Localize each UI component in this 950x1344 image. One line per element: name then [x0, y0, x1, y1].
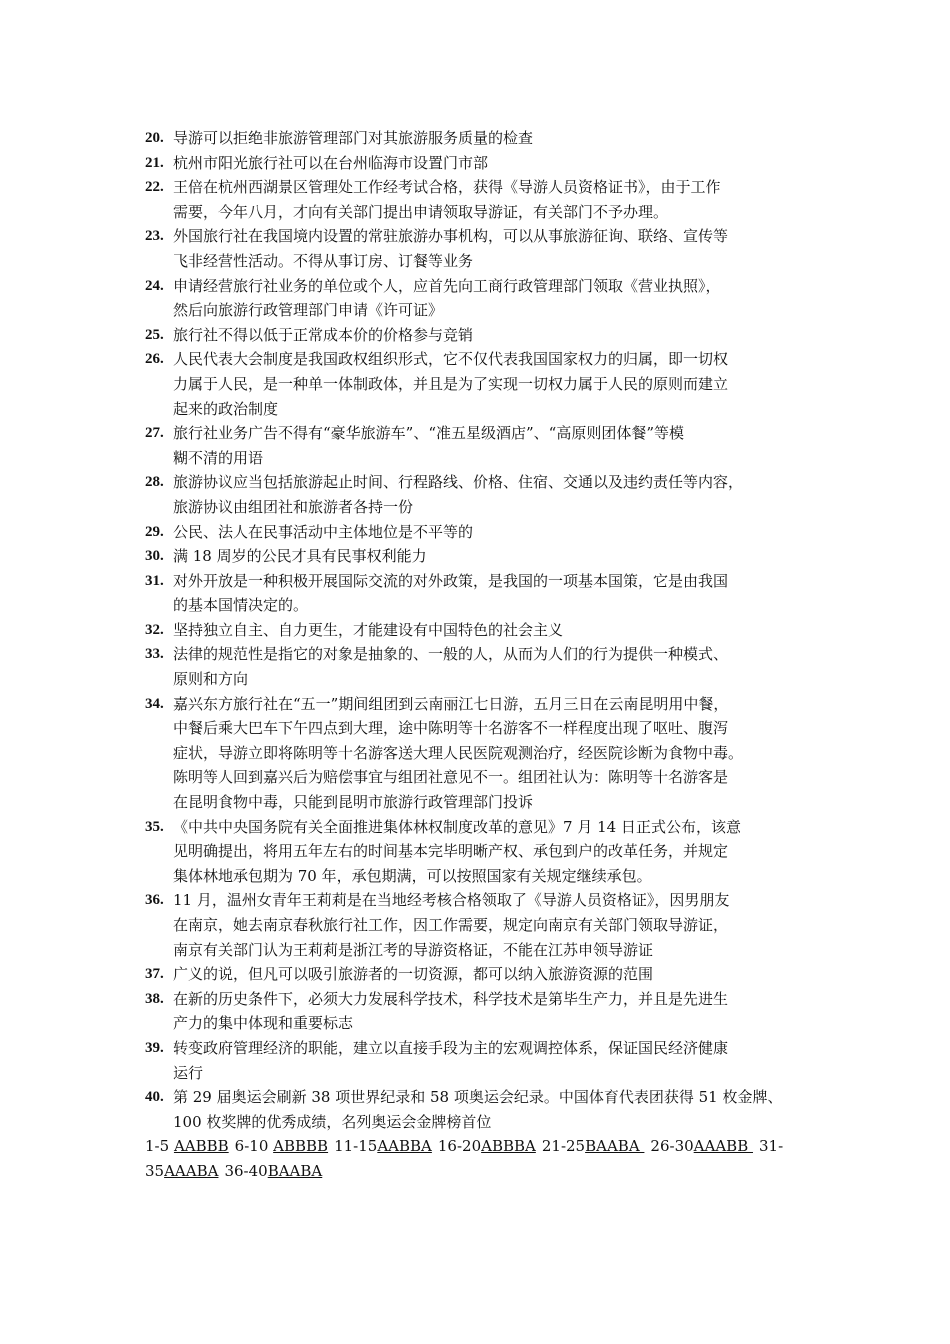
question-item: [145, 421, 815, 470]
question-text-line: 转变政府管理经济的职能，建立以直接手段为主的宏观调控体系，保证国民经济健康: [173, 1038, 729, 1057]
question-text-line: 第 29 届奥运会刷新 38 项世界纪录和 58 项奥运会纪录。中国体育代表团获得 51 枚金牌、: [173, 1088, 783, 1107]
question-text-line: 陈明等人回到嘉兴后为赔偿事宜与组团社意见不一。组团社认为：陈明等十名游客是: [173, 768, 729, 787]
question-item: [145, 888, 815, 962]
question-text-line: 见明确提出，将用五年左右的时间基本完毕明晰产权、承包到户的改革任务，并规定: [173, 842, 729, 861]
question-text-line: 外国旅行社在我国境内设置的常驻旅游办事机构，可以从事旅游征询、联络、宣传等: [173, 227, 729, 246]
question-text-line: 广义的说，但凡可以吸引旅游者的一切资源，都可以纳入旅游资源的范围: [173, 965, 654, 984]
question-text-line: 杭州市阳光旅行社可以在台州临海市设置门市部: [173, 153, 489, 172]
question-text-line: 原则和方向: [173, 670, 249, 689]
question-item: [145, 470, 815, 519]
question-text-line: 人民代表大会制度是我国政权组织形式，它不仅代表我国国家权力的归属，即一切权: [173, 350, 729, 369]
answer-key-line: [145, 1159, 815, 1184]
question-item: [145, 1036, 815, 1085]
question-text-line: 起来的政治制度: [173, 399, 279, 418]
question-text-line: 运行: [173, 1063, 204, 1082]
answer-letters: AAABA: [164, 1161, 219, 1180]
question-number: 21.: [145, 154, 164, 171]
question-number: 32.: [145, 621, 164, 638]
answer-letters: AABBB: [173, 1137, 229, 1156]
question-item: [145, 323, 815, 348]
question-text-line: 然后向旅游行政管理部门申请《许可证》: [173, 301, 444, 320]
question-number: 31.: [145, 572, 164, 589]
answer-letters: ABBBA: [481, 1137, 536, 1156]
question-item: [145, 520, 815, 545]
question-item: [145, 151, 815, 176]
question-number: 35.: [145, 818, 164, 835]
answer-range: 36-40: [224, 1161, 268, 1180]
answer-letters: AABBA: [377, 1137, 432, 1156]
question-text-line: 100 枚奖牌的优秀成绩，名列奥运会金牌榜首位: [173, 1112, 492, 1131]
question-text-line: 导游可以拒绝非旅游管理部门对其旅游服务质量的检查: [173, 129, 534, 147]
question-item: [145, 569, 815, 618]
answer-letters: AAABB: [693, 1137, 753, 1156]
question-item: [145, 347, 815, 421]
question-text-line: 的基本国情决定的。: [173, 596, 309, 615]
answer-range: 6-10: [234, 1137, 274, 1156]
question-item: [145, 175, 815, 224]
question-text-line: 对外开放是一种积极开展国际交流的对外政策，是我国的一项基本国策，它是由我国: [173, 571, 729, 590]
question-item: [145, 618, 815, 643]
question-text-line: 需要，今年八月，才向有关部门提出申请领取导游证，有关部门不予办理。: [173, 202, 669, 221]
question-text-line: 旅游协议由组团社和旅游者各持一份: [173, 497, 414, 516]
question-text-line: 11 月，温州女青年王莉莉是在当地经考核合格领取了《导游人员资格证》，因男朋友: [173, 891, 730, 910]
question-number: 25.: [145, 326, 164, 343]
question-text-line: 旅行社业务广告不得有“豪华旅游车”、“准五星级酒店”、“高原则团体餐”等模: [173, 424, 685, 443]
question-item: [145, 692, 815, 815]
question-text-line: 公民、法人在民事活动中主体地位是不平等的: [173, 522, 474, 541]
question-number: 29.: [145, 523, 164, 540]
question-text-line: 旅行社不得以低于正常成本价的价格参与竞销: [173, 325, 474, 344]
answer-letters: BAABA: [585, 1137, 645, 1156]
question-text-line: 嘉兴东方旅行社在“五一”期间组团到云南丽江七日游，五月三日在云南昆明用中餐，: [173, 694, 729, 713]
question-text-line: 坚持独立自主、自力更生，才能建设有中国特色的社会主义: [173, 620, 564, 639]
question-number: 30.: [145, 548, 164, 565]
question-number: 33.: [145, 646, 164, 663]
question-text-line: 力属于人民，是一种单一体制政体，并且是为了实现一切权力属于人民的原则而建立: [173, 374, 729, 393]
question-number: 36.: [145, 892, 164, 909]
question-text-line: 申请经营旅行社业务的单位或个人，应首先向工商行政管理部门领取《营业执照》，: [173, 276, 721, 295]
question-number: 40.: [145, 1089, 164, 1106]
answer-range: 1-5: [145, 1137, 174, 1156]
question-text-line: 在昆明食物中毒，只能到昆明市旅游行政管理部门投诉: [173, 793, 534, 812]
question-number: 39.: [145, 1039, 164, 1056]
answer-range: 35: [145, 1161, 165, 1180]
answer-range: 26-30: [650, 1137, 694, 1156]
question-number: 24.: [145, 277, 164, 294]
question-text-line: 旅游协议应当包括旅游起止时间、行程路线、价格、住宿、交通以及违约责任等内容，: [173, 473, 744, 492]
answer-range: 11-15: [334, 1137, 378, 1156]
question-text-line: 集体林地承包期为 70 年，承包期满，可以按照国家有关规定继续承包。: [173, 866, 652, 885]
question-item: [145, 642, 815, 691]
answer-letters: BAABA: [267, 1161, 323, 1180]
question-item: [145, 1085, 815, 1134]
question-text-line: 《中共中央国务院有关全面推进集体林权制度改革的意见》7 月 14 日正式公布，该意: [173, 817, 741, 836]
question-text-line: 飞非经营性活动。不得从事订房、订餐等业务: [173, 251, 474, 270]
question-number: 38.: [145, 990, 164, 1007]
answer-key: [145, 1134, 815, 1183]
question-number: 28.: [145, 474, 164, 491]
question-item: [145, 224, 815, 273]
question-item: [145, 544, 815, 569]
question-number: 20.: [145, 130, 164, 146]
question-text-line: 在新的历史条件下，必须大力发展科学技术，科学技术是第毕生产力，并且是先进生: [173, 989, 729, 1008]
answer-key-line: [145, 1134, 815, 1159]
question-text-line: 法律的规范性是指它的对象是抽象的、一般的人，从而为人们的行为提供一种模式、: [173, 645, 729, 664]
question-item: [145, 987, 815, 1036]
question-item: [145, 274, 815, 323]
answer-letters: ABBBB: [273, 1137, 329, 1156]
question-number: 27.: [145, 425, 164, 442]
question-item: [145, 815, 815, 889]
question-list: [145, 126, 815, 1184]
answer-range: 21-25: [541, 1137, 586, 1156]
question-text-line: 症状，导游立即将陈明等十名游客送大理人民医院观测治疗，经医院诊断为食物中毒。: [173, 743, 744, 762]
question-text-line: 中餐后乘大巴车下午四点到大理，途中陈明等十名游客不一样程度出现了呕吐、腹泻: [173, 719, 729, 738]
question-number: 34.: [145, 695, 164, 712]
question-text-line: 产力的集中体现和重要标志: [173, 1014, 354, 1033]
question-text-line: 满 18 周岁的公民才具有民事权利能力: [173, 547, 427, 566]
question-text-line: 在南京，她去南京春秋旅行社工作，因工作需要，规定向南京有关部门领取导游证，: [173, 916, 729, 934]
answer-range: 16-20: [437, 1137, 482, 1156]
question-number: 22.: [145, 179, 164, 196]
question-item: [145, 962, 815, 987]
question-text-line: 王倍在杭州西湖景区管理处工作经考试合格，获得《导游人员资格证书》，由于工作: [173, 178, 721, 197]
answer-range: 31-: [758, 1137, 784, 1156]
question-number: 37.: [145, 966, 164, 983]
question-number: 26.: [145, 351, 164, 368]
question-text-line: 糊不清的用语: [173, 448, 264, 467]
question-item: [145, 126, 815, 151]
question-text-line: 南京有关部门认为王莉莉是浙江考的导游资格证，不能在江苏申领导游证: [173, 940, 654, 959]
question-number: 23.: [145, 228, 164, 245]
